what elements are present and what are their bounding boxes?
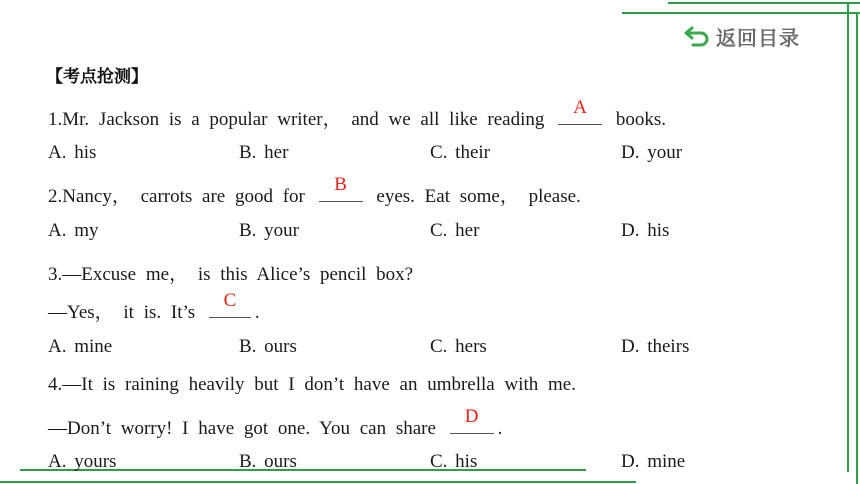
option-d: D. theirs (621, 336, 690, 357)
frame-right-line-inner (856, 12, 858, 484)
option-a: A. mine (48, 336, 113, 357)
option-c: C. her (430, 220, 480, 241)
option-b: B. ours (239, 451, 297, 472)
section-title: 【考点抢测】 (46, 67, 148, 87)
question-4-stem: 4.—It is raining heavily but I don’t have an umbrella with me. (48, 374, 576, 395)
question-1-stem (48, 97, 667, 131)
question-text: —Yes， it is. It’s (48, 302, 196, 323)
question-text: 1.Mr. Jackson is a popular writer， and we all like reading (48, 109, 545, 130)
answer-blank (319, 174, 363, 202)
option-c: C. hers (430, 336, 487, 357)
return-label: 返回目录 (716, 25, 800, 50)
return-to-contents-button[interactable] (684, 22, 800, 50)
question-text: eyes. Eat some， please. (376, 186, 581, 207)
question-text: 2.Nancy， carrots are good for (48, 186, 305, 207)
question-3-stem: 3.—Excuse me， is this Alice’s pencil box? (48, 264, 414, 285)
question-2-stem (48, 174, 581, 208)
frame-right-line (847, 2, 849, 472)
frame-top-line-inner (668, 2, 860, 4)
option-b: B. ours (239, 336, 297, 357)
question-text: . (254, 302, 260, 323)
question-text: books. (615, 109, 667, 130)
question-text: —Don’t worry! I have got one. You can share (48, 417, 436, 439)
frame-top-line (622, 12, 860, 14)
answer-letter: C (223, 290, 237, 312)
option-c: C. their (430, 142, 490, 163)
option-d: D. mine (621, 451, 686, 472)
answer-letter: D (464, 406, 479, 427)
question-3-reply (48, 290, 260, 324)
option-b: B. her (239, 142, 289, 163)
answer-blank (558, 97, 602, 125)
option-a: A. my (48, 220, 99, 241)
option-a: A. yours (48, 451, 117, 472)
answer-blank (450, 406, 494, 434)
answer-letter: A (573, 97, 587, 119)
option-d: D. your (621, 142, 683, 163)
answer-blank (209, 290, 251, 318)
option-a: A. his (48, 142, 97, 163)
frame-bottom-line-lower (0, 481, 636, 483)
question-text: . (497, 417, 503, 439)
option-d: D. his (621, 220, 670, 241)
return-arrow-icon (684, 25, 710, 47)
option-c: C. his (430, 451, 478, 472)
question-4-reply (48, 406, 503, 440)
answer-letter: B (334, 174, 347, 196)
option-b: B. your (239, 220, 299, 241)
